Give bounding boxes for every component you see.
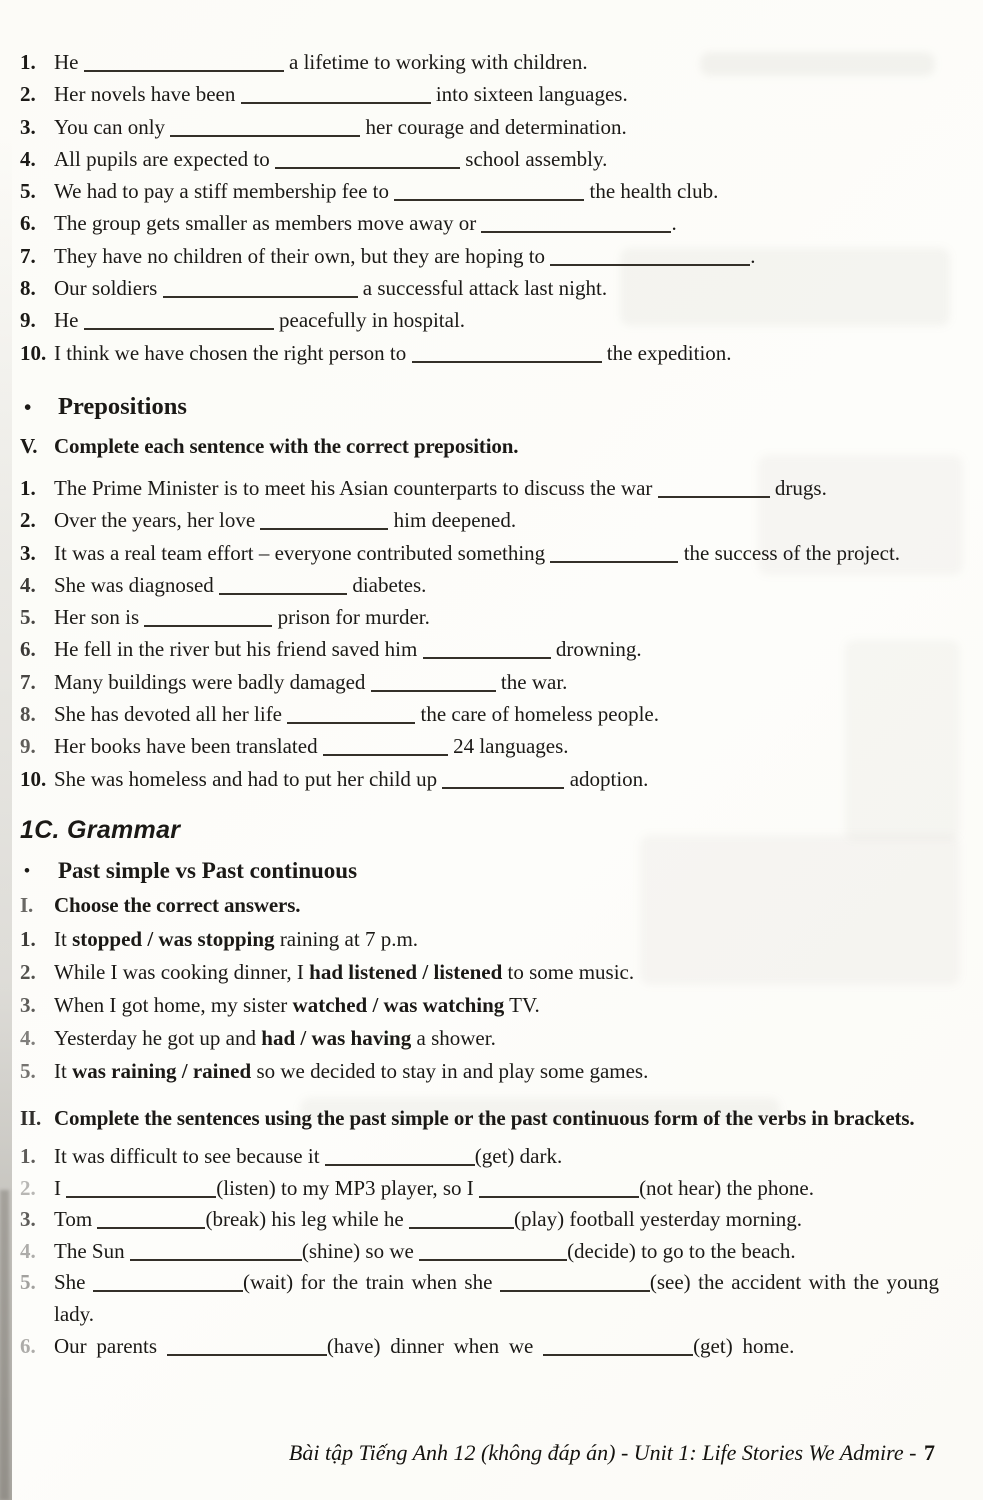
item-text: Many buildings were badly damaged the war. xyxy=(54,669,568,694)
page-footer xyxy=(289,1440,935,1466)
item-text: Our soldiers a successful attack last night. xyxy=(54,276,608,301)
exercise-item xyxy=(20,337,939,369)
item-number: 2. xyxy=(20,82,36,107)
item-number: 6. xyxy=(20,211,36,236)
item-text: They have no children of their own, but they are hoping to . xyxy=(54,243,756,268)
item-number: 1. xyxy=(20,926,36,951)
item-number: 9. xyxy=(20,308,36,333)
exercise-item xyxy=(20,207,939,239)
exercise-item xyxy=(20,46,939,78)
grammar-section-title: 1C. Grammar xyxy=(20,815,181,844)
footer-page-number: 7 xyxy=(924,1440,935,1465)
fill-in-blank xyxy=(130,1259,302,1261)
exercise-item xyxy=(20,601,939,633)
item-number: 7. xyxy=(20,669,36,694)
section-bullet-past xyxy=(20,854,939,887)
item-text: You can only her courage and determination. xyxy=(54,114,627,139)
item-number: 1. xyxy=(20,1143,36,1168)
exercise-item xyxy=(20,923,939,956)
item-text: He fell in the river but his friend saved him drowning. xyxy=(54,637,642,662)
fill-in-blank xyxy=(550,264,750,266)
fill-in-blank xyxy=(163,296,358,298)
exercise-item xyxy=(20,1141,939,1173)
choice-bold: had / was having xyxy=(261,1025,412,1050)
item-text: She has devoted all her life the care of homeless people. xyxy=(54,702,660,727)
bullet-icon: • xyxy=(24,394,32,419)
item-number: 4. xyxy=(20,1238,36,1263)
exercise-item xyxy=(20,666,939,698)
item-number: 7. xyxy=(20,243,36,268)
instruction-ii xyxy=(20,1103,939,1134)
exercise-item xyxy=(20,472,939,504)
item-text: Her novels have been into sixteen languages. xyxy=(54,82,628,107)
exercise-item xyxy=(20,143,939,175)
item-text: She (wait) for the train when she (see) the accident with the young lady. xyxy=(54,1270,939,1326)
item-number: 2. xyxy=(20,959,36,984)
exercise-item xyxy=(20,1267,939,1330)
item-number: 3. xyxy=(20,540,36,565)
item-number: 4. xyxy=(20,1025,36,1050)
instruction-text: Complete the sentences using the past simple or the past continuous form of the verbs in brackets. xyxy=(54,1105,915,1130)
item-text: Yesterday he got up and had / was having a shower. xyxy=(54,1025,496,1050)
exercise-prepositions xyxy=(20,472,939,795)
exercise-item xyxy=(20,78,939,110)
fill-in-blank xyxy=(167,1354,327,1356)
item-text: When I got home, my sister watched / was watching TV. xyxy=(54,992,540,1017)
item-number: 3. xyxy=(20,114,36,139)
item-number: 3. xyxy=(20,1207,36,1232)
fill-in-blank xyxy=(323,754,448,756)
item-text: Her books have been translated 24 languages. xyxy=(54,734,569,759)
item-number: 5. xyxy=(20,179,36,204)
exercise-item xyxy=(20,1331,939,1363)
fill-in-blank xyxy=(658,496,770,498)
fill-in-blank xyxy=(423,657,551,659)
item-text: While I was cooking dinner, I had listened / listened to some music. xyxy=(54,959,635,984)
item-text: All pupils are expected to school assembly. xyxy=(54,146,608,171)
instruction-i xyxy=(20,890,939,921)
exercise-item xyxy=(20,1236,939,1268)
exercise-item xyxy=(20,1204,939,1236)
fill-in-blank xyxy=(66,1196,216,1198)
section-bullet-prepositions xyxy=(20,390,939,424)
item-number: 8. xyxy=(20,276,36,301)
fill-in-blank xyxy=(479,1196,639,1198)
item-number: 5. xyxy=(20,1058,36,1083)
item-text: I think we have chosen the right person to the expedition. xyxy=(54,340,732,365)
fill-in-blank xyxy=(543,1354,693,1356)
item-number: 5. xyxy=(20,1270,36,1295)
item-text: He a lifetime to working with children. xyxy=(54,50,588,74)
fill-in-blank xyxy=(287,722,415,724)
exercise-verb-forms xyxy=(20,46,939,369)
item-number: 1. xyxy=(20,475,36,500)
fill-in-blank xyxy=(412,361,602,363)
fill-in-blank xyxy=(260,528,388,530)
exercise-item xyxy=(20,1022,939,1055)
fill-in-blank xyxy=(550,561,678,563)
exercise-item xyxy=(20,1173,939,1205)
instruction-numeral: II. xyxy=(20,1105,42,1130)
exercise-item xyxy=(20,1055,939,1088)
item-text: It stopped / was stopping raining at 7 p.m. xyxy=(54,926,419,951)
fill-in-blank xyxy=(481,231,671,233)
fill-in-blank xyxy=(409,1227,514,1229)
exercise-item xyxy=(20,111,939,143)
exercise-item xyxy=(20,633,939,665)
item-text: Her son is prison for murder. xyxy=(54,605,430,630)
exercise-item xyxy=(20,304,939,336)
fill-in-blank xyxy=(219,593,347,595)
item-text: The group gets smaller as members move away or . xyxy=(54,211,677,236)
item-number: 10. xyxy=(20,340,47,365)
section-heading-text: Prepositions xyxy=(58,392,187,420)
item-text: It was a real team effort – everyone contributed something the success of the project. xyxy=(54,540,901,565)
exercise-item xyxy=(20,956,939,989)
item-number: 10. xyxy=(20,766,47,791)
fill-in-blank xyxy=(394,199,584,201)
instruction-text: Choose the correct answers. xyxy=(54,892,301,917)
item-number: 1. xyxy=(20,50,36,74)
exercise-item xyxy=(20,504,939,536)
fill-in-blank xyxy=(500,1290,650,1292)
item-text: It was difficult to see because it (get) dark. xyxy=(54,1143,563,1168)
item-number: 2. xyxy=(20,508,36,533)
exercise-item xyxy=(20,537,939,569)
item-text: He peacefully in hospital. xyxy=(54,308,466,333)
item-number: 8. xyxy=(20,702,36,727)
item-text: Tom (break) his leg while he (play) football yesterday morning. xyxy=(54,1207,803,1232)
choice-bold: was raining / rained xyxy=(72,1058,252,1083)
bullet-icon: • xyxy=(24,860,30,880)
item-number: 6. xyxy=(20,637,36,662)
exercise-item xyxy=(20,240,939,272)
exercise-item xyxy=(20,175,939,207)
item-text: We had to pay a stiff membership fee to the health club. xyxy=(54,179,719,204)
fill-in-blank xyxy=(170,135,360,137)
choice-bold: watched / was watching xyxy=(292,992,505,1017)
exercise-item xyxy=(20,989,939,1022)
item-text: Our parents (have) dinner when we (get) home. xyxy=(54,1333,795,1358)
fill-in-blank xyxy=(442,787,564,789)
item-number: 2. xyxy=(20,1175,36,1200)
exercise-item xyxy=(20,569,939,601)
item-text: Over the years, her love him deepened. xyxy=(54,508,517,533)
item-text: It was raining / rained so we decided to stay in and play some games. xyxy=(54,1058,649,1083)
footer-text: Bài tập Tiếng Anh 12 (không đáp án) - Unit 1: Life Stories We Admire - xyxy=(288,1440,922,1465)
fill-in-blank xyxy=(84,328,274,330)
choice-bold: had listened / listened xyxy=(309,959,503,984)
item-text: The Prime Minister is to meet his Asian counterparts to discuss the war drugs. xyxy=(54,475,827,500)
item-number: 6. xyxy=(20,1333,36,1358)
instruction-numeral: V. xyxy=(20,433,38,458)
fill-in-blank xyxy=(97,1227,205,1229)
section-heading-text: Past simple vs Past continuous xyxy=(58,857,358,883)
item-text: The Sun (shine) so we (decide) to go to the beach. xyxy=(54,1238,796,1263)
instruction-numeral: I. xyxy=(20,892,34,917)
fill-in-blank xyxy=(275,167,460,169)
item-number: 9. xyxy=(20,734,36,759)
fill-in-blank xyxy=(371,690,496,692)
fill-in-blank xyxy=(419,1259,567,1261)
exercise-complete xyxy=(20,1141,939,1362)
fill-in-blank xyxy=(93,1290,243,1292)
instruction-v xyxy=(20,431,939,462)
exercise-item xyxy=(20,763,939,795)
item-text: I (listen) to my MP3 player, so I (not hear) the phone. xyxy=(54,1175,814,1200)
fill-in-blank xyxy=(325,1164,475,1166)
exercise-choose xyxy=(20,923,939,1088)
choice-bold: stopped / was stopping xyxy=(72,926,275,951)
fill-in-blank xyxy=(84,70,284,72)
exercise-item xyxy=(20,730,939,762)
item-text: She was diagnosed diabetes. xyxy=(54,572,427,597)
item-number: 5. xyxy=(20,605,36,630)
instruction-text: Complete each sentence with the correct preposition. xyxy=(54,433,519,458)
fill-in-blank xyxy=(144,625,272,627)
item-number: 4. xyxy=(20,146,36,171)
item-text: She was homeless and had to put her child up adoption. xyxy=(54,766,649,791)
item-number: 4. xyxy=(20,572,36,597)
exercise-item xyxy=(20,272,939,304)
fill-in-blank xyxy=(241,102,431,104)
item-number: 3. xyxy=(20,992,36,1017)
exercise-item xyxy=(20,698,939,730)
